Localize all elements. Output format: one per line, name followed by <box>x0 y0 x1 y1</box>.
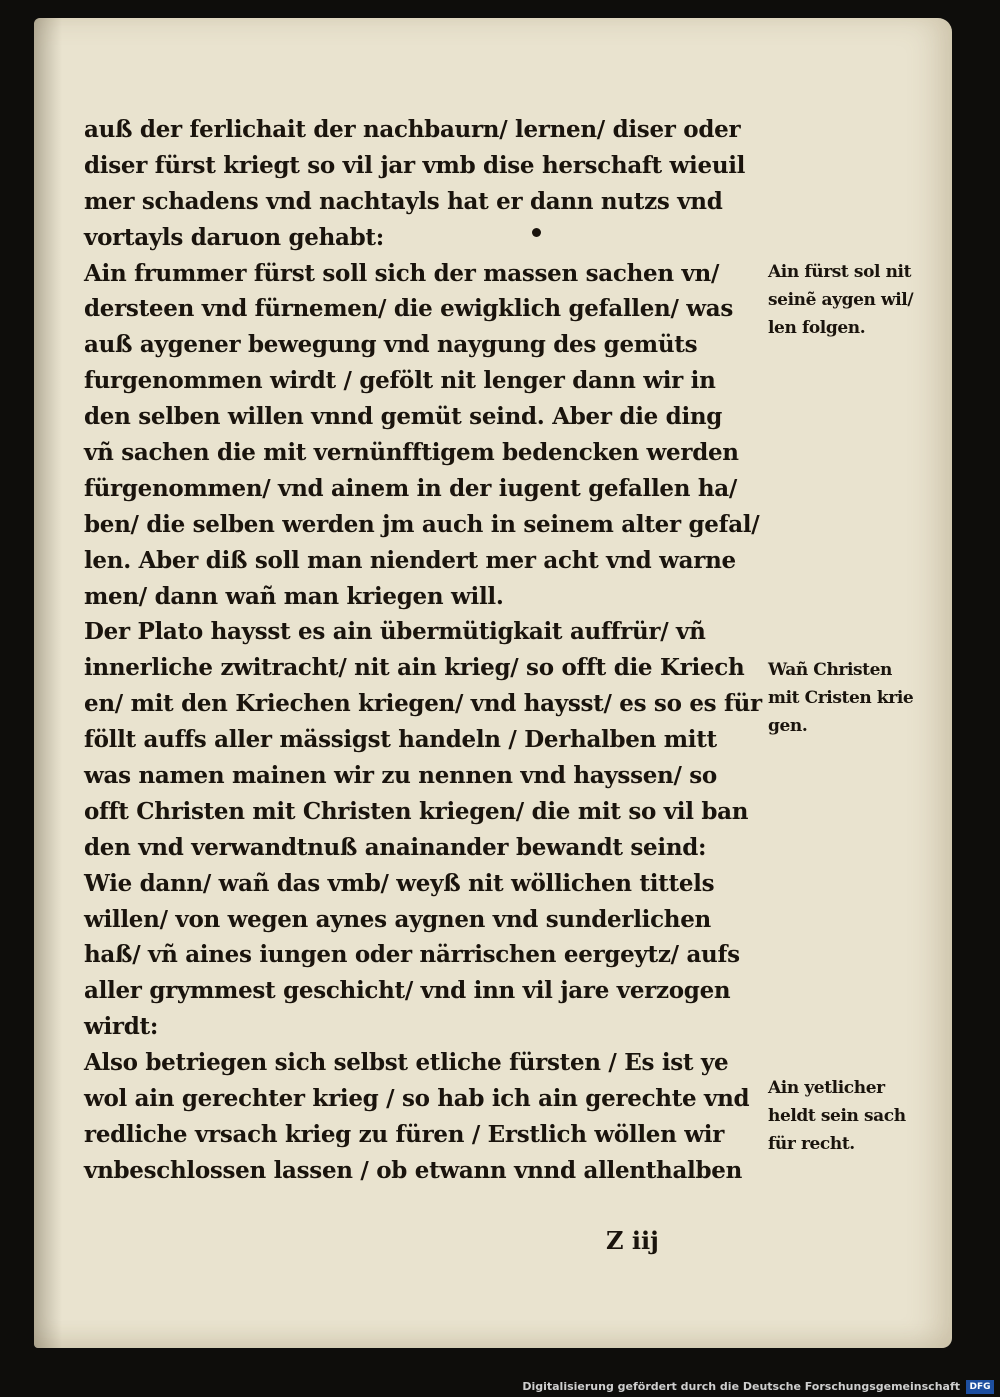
text-line: vortayls daruon gehabt: <box>84 223 384 251</box>
marginal-note-3 <box>768 1074 948 1158</box>
marginal-note-1 <box>768 258 948 342</box>
text-line: wirdt: <box>84 1013 159 1041</box>
text-line: redliche vrsach krieg zu füren / Erstlich wöllen wir <box>84 1120 725 1148</box>
text-line: ben/ die selben werden jm auch in seinem alter gefal/ <box>84 510 760 538</box>
text-line: vñ sachen die mit vernünfftigem bedencken werden <box>84 439 739 467</box>
text-line: was namen mainen wir zu nennen vnd hayssen/ so <box>84 762 717 790</box>
text-line: men/ dann wañ man kriegen will. <box>84 582 504 610</box>
marginal-line: Wañ Christen <box>768 660 893 680</box>
text-line: furgenommen wirdt / gefölt nit lenger dann wir in <box>84 367 716 395</box>
marginal-line: seinẽ aygen wil/ <box>768 290 914 310</box>
text-line: fürgenommen/ vnd ainem in der iugent gefallen ha/ <box>84 474 737 502</box>
marginal-note-2 <box>768 656 948 740</box>
text-line: vnbeschlossen lassen / ob etwann vnnd allenthalben <box>84 1156 743 1184</box>
text-line: den vnd verwandtnuß anainander bewandt seind: <box>84 833 707 861</box>
text-line: föllt auffs aller mässigst handeln / Derhalben mitt <box>84 726 717 754</box>
marginal-line: len folgen. <box>768 318 866 338</box>
text-line: Wie dann/ wañ das vmb/ weyß nit wöllichen tittels <box>84 869 715 897</box>
text-line: len. Aber diß soll man niendert mer acht vnd warne <box>84 546 736 574</box>
text-line: innerliche zwitracht/ nit ain krieg/ so offt die Kriech <box>84 654 745 682</box>
text-line: mer schadens vnd nachtayls hat er dann nutzs vnd <box>84 187 723 215</box>
text-line: aller grymmest geschicht/ vnd inn vil jare verzogen <box>84 977 731 1005</box>
dfg-logo: DFG <box>966 1380 994 1394</box>
text-line: auß aygener bewegung vnd naygung des gemüts <box>84 331 698 359</box>
marginal-line: Ain yetlicher <box>768 1078 885 1098</box>
text-line: Ain frummer fürst soll sich der massen sachen vn/ <box>84 259 720 287</box>
marginal-line: Ain fürst sol nit <box>768 262 912 282</box>
marginal-line: heldt sein sach <box>768 1106 906 1126</box>
text-line: haß/ vñ aines iungen oder närrischen eergeytz/ aufs <box>84 941 740 969</box>
signature-mark: Z iij <box>606 1226 659 1255</box>
marginal-line: mit Cristen krie <box>768 688 914 708</box>
text-line: offt Christen mit Christen kriegen/ die mit so vil ban <box>84 797 749 825</box>
text-line: diser fürst kriegt so vil jar vmb dise herschaft wieuil <box>84 151 746 179</box>
text-line: den selben willen vnnd gemüt seind. Aber die ding <box>84 403 723 431</box>
marginal-line: gen. <box>768 716 808 736</box>
digitization-credit: Digitalisierung gefördert durch die Deutsche Forschungsgemeinschaft <box>522 1380 960 1393</box>
text-line: dersteen vnd fürnemen/ die ewigklich gefallen/ was <box>84 295 734 323</box>
marginal-line: für recht. <box>768 1134 855 1154</box>
main-text-block <box>84 112 774 1189</box>
text-line: auß der ferlichait der nachbaurn/ lernen/ diser oder <box>84 116 741 143</box>
text-line: en/ mit den Kriechen kriegen/ vnd haysst/ es so es für <box>84 690 762 718</box>
text-line: wol ain gerechter krieg / so hab ich ain gerechte vnd <box>84 1085 750 1113</box>
text-line: willen/ von wegen aynes aygnen vnd sunderlichen <box>84 905 711 933</box>
text-line: Der Plato haysst es ain übermütigkait auffrür/ vñ <box>84 618 706 646</box>
spine-shadow <box>34 18 62 1348</box>
text-line: Also betriegen sich selbst etliche fürsten / Es ist ye <box>84 1049 729 1077</box>
